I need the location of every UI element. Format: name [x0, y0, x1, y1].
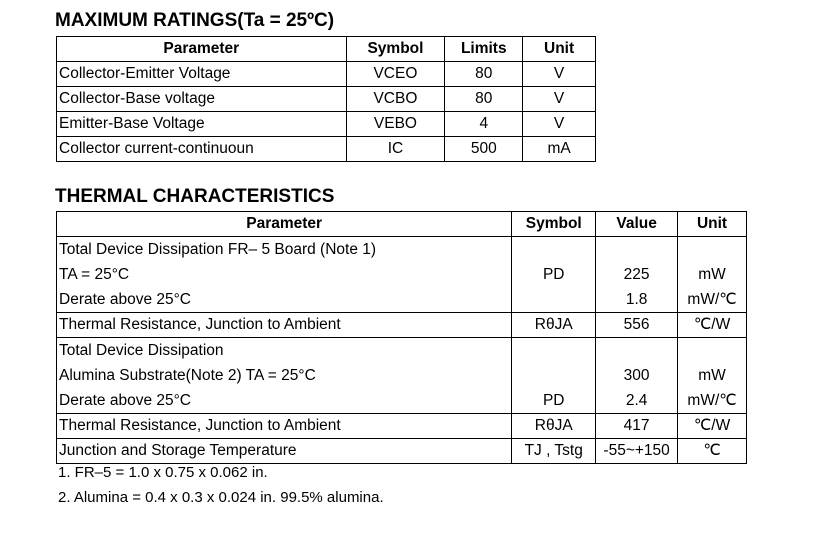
table-row: [57, 87, 596, 112]
header-unit: Unit: [523, 37, 596, 62]
unit-line: [678, 338, 746, 363]
max-ratings-table: [56, 36, 596, 162]
limit-cell: 80: [445, 87, 523, 112]
table-row: [57, 313, 747, 338]
table-row: [57, 338, 747, 414]
symbol-line: [512, 363, 595, 388]
param-cell: [57, 237, 512, 313]
param-cell: Thermal Resistance, Junction to Ambient: [57, 313, 512, 338]
table-row: [57, 137, 596, 162]
table-header-row: [57, 37, 596, 62]
param-line: TA = 25°C: [59, 266, 130, 283]
header-limits: Limits: [445, 37, 523, 62]
symbol-cell: TJ , Tstg: [512, 439, 596, 464]
value-cell: -55~+150: [596, 439, 678, 464]
thermal-table: [56, 211, 747, 464]
param-line: Derate above 25°C: [59, 392, 191, 409]
unit-line: mW/℃: [687, 392, 737, 409]
unit-cell: [678, 338, 747, 414]
unit-line: [678, 237, 746, 262]
table-row: [57, 237, 747, 313]
param-cell: [57, 338, 512, 414]
thermal-title: THERMAL CHARACTERISTICS: [55, 186, 335, 207]
param-cell: Emitter-Base Voltage: [57, 112, 347, 137]
limit-cell: 500: [445, 137, 523, 162]
note-2: 2. Alumina = 0.4 x 0.3 x 0.024 in. 99.5% alumina.: [58, 489, 384, 506]
unit-cell: ℃/W: [678, 313, 747, 338]
value-line: 300: [623, 367, 650, 384]
symbol-cell: IC: [346, 137, 445, 162]
param-cell: Collector current-continuoun: [57, 137, 347, 162]
header-symbol: Symbol: [346, 37, 445, 62]
symbol-cell: VCBO: [346, 87, 445, 112]
unit-line: mW/℃: [687, 291, 737, 308]
max-ratings-title: MAXIMUM RATINGS(Ta = 25ºC): [55, 10, 335, 31]
param-line: Derate above 25°C: [59, 291, 191, 308]
unit-cell: V: [523, 62, 596, 87]
table-row: [57, 414, 747, 439]
value-cell: 556: [596, 313, 678, 338]
unit-cell: V: [523, 87, 596, 112]
header-unit: Unit: [678, 212, 747, 237]
symbol-cell: RθJA: [512, 414, 596, 439]
table-row: [57, 112, 596, 137]
unit-cell: V: [523, 112, 596, 137]
value-cell: [596, 237, 678, 313]
unit-cell: ℃: [678, 439, 747, 464]
symbol-cell: [512, 338, 596, 414]
header-value: Value: [596, 212, 678, 237]
param-cell: Thermal Resistance, Junction to Ambient: [57, 414, 512, 439]
table-row: [57, 439, 747, 464]
header-parameter: Parameter: [57, 212, 512, 237]
symbol-line: [512, 287, 595, 312]
table-row: [57, 62, 596, 87]
symbol-line: PD: [542, 392, 565, 409]
symbol-cell: VEBO: [346, 112, 445, 137]
symbol-cell: [512, 237, 596, 313]
table-header-row: [57, 212, 747, 237]
param-cell: Junction and Storage Temperature: [57, 439, 512, 464]
value-line: [596, 237, 677, 262]
value-line: 2.4: [625, 392, 648, 409]
param-line: Total Device Dissipation FR– 5 Board (Note 1): [59, 241, 377, 258]
value-cell: [596, 338, 678, 414]
symbol-cell: RθJA: [512, 313, 596, 338]
unit-line: mW: [698, 367, 726, 384]
note-1: 1. FR–5 = 1.0 x 0.75 x 0.062 in.: [58, 464, 268, 481]
symbol-cell: VCEO: [346, 62, 445, 87]
unit-cell: mA: [523, 137, 596, 162]
limit-cell: 80: [445, 62, 523, 87]
param-line: Total Device Dissipation: [59, 342, 224, 359]
param-cell: Collector-Base voltage: [57, 87, 347, 112]
symbol-line: [512, 338, 595, 363]
limit-cell: 4: [445, 112, 523, 137]
symbol-line: [512, 237, 595, 262]
param-line: Alumina Substrate(Note 2) TA = 25°C: [59, 367, 316, 384]
value-line: [596, 338, 677, 363]
header-parameter: Parameter: [57, 37, 347, 62]
header-symbol: Symbol: [512, 212, 596, 237]
unit-line: mW: [698, 266, 726, 283]
unit-cell: [678, 237, 747, 313]
value-line: 1.8: [625, 291, 648, 308]
symbol-line: PD: [542, 266, 565, 283]
value-cell: 417: [596, 414, 678, 439]
value-line: 225: [623, 266, 650, 283]
param-cell: Collector-Emitter Voltage: [57, 62, 347, 87]
unit-cell: ℃/W: [678, 414, 747, 439]
